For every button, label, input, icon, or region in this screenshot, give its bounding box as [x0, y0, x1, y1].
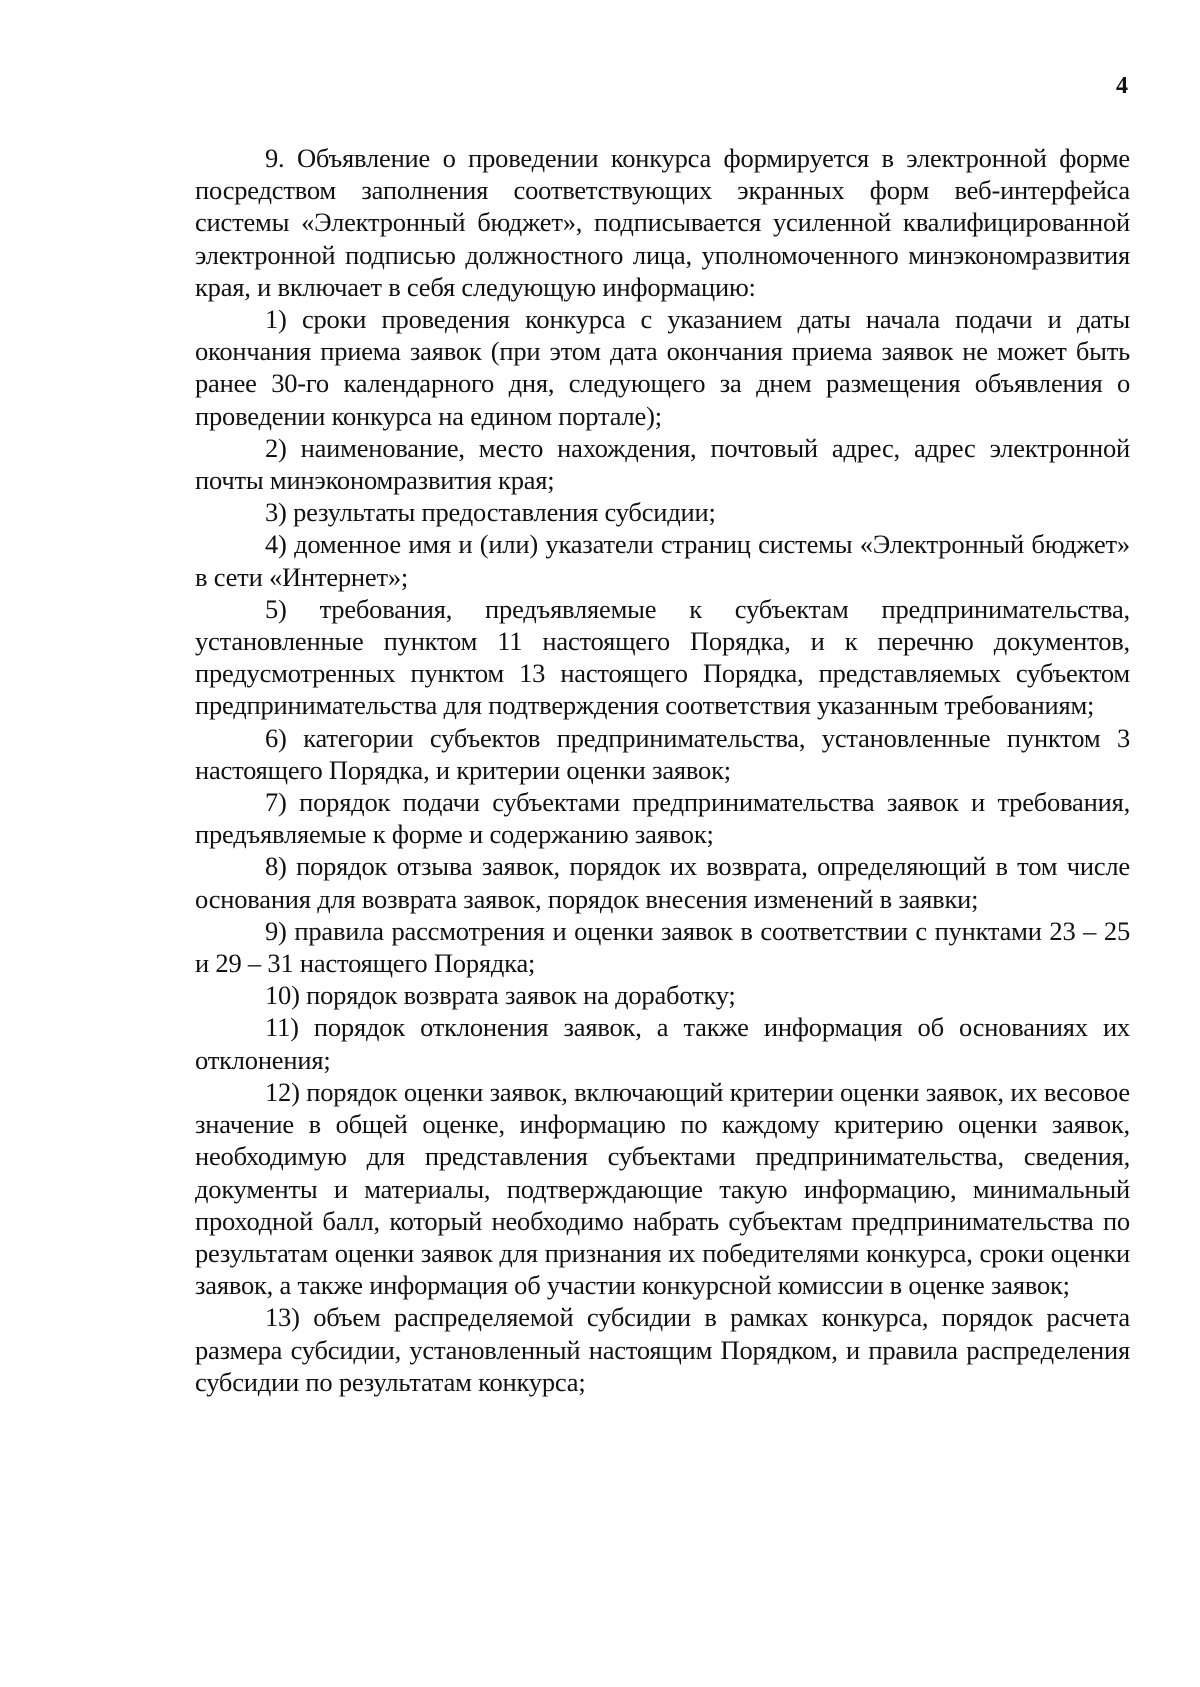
list-item-6: 6) категории субъектов предпринимательства, установленные пунктом 3 настоящего Порядка, и критерии оценки заявок;	[195, 722, 1130, 785]
list-item-3: 3) результаты предоставления субсидии;	[265, 497, 716, 528]
list-item-7: 7) порядок подачи субъектами предпринимательства заявок и требования, предъявляемые к форме и содержанию заявок;	[195, 787, 1130, 850]
paragraph-9: 9. Объявление о проведении конкурса формируется в электронной форме посредством заполнения соответствующих экранных форм веб-интерфейса системы «Электронный бюджет», подписывается усиленной квалифицированной электронной подписью должностного лица, уполномоченного минэкономразвития края, и включает в себя следующую информацию:	[195, 143, 1130, 302]
list-item-11: 11) порядок отклонения заявок, а также информация об основаниях их отклонения;	[195, 1012, 1130, 1075]
list-item-1: 1) сроки проведения конкурса с указанием даты начала подачи и даты окончания приема заявок (при этом дата окончания приема заявок не может быть ранее 30-го календарного дня, следующего за днем размещения объявления о проведении конкурса на едином портале);	[195, 304, 1130, 431]
list-item-2: 2) наименование, место нахождения, почтовый адрес, адрес электронной почты минэкономразвития края;	[195, 432, 1130, 496]
page-number: 4	[1116, 73, 1128, 99]
document-body	[195, 142, 1130, 1398]
list-item-5: 5) требования, предъявляемые к субъектам предпринимательства, установленные пунктом 11 настоящего Порядка, и к перечню документов, предусмотренных пунктом 13 настоящего Порядка, представляемых субъектом предпринимательства для подтверждения соответствия указанным требованиям;	[195, 593, 1130, 721]
list-item-9: 9) правила рассмотрения и оценки заявок в соответствии с пунктами 23 – 25 и 29 – 31 настоящего Порядка;	[195, 915, 1130, 979]
list-item-13: 13) объем распределяемой субсидии в рамках конкурса, порядок расчета размера субсидии, установленный настоящим Порядком, и правила распределения субсидии по результатам конкурса;	[195, 1302, 1130, 1397]
list-item-12: 12) порядок оценки заявок, включающий критерии оценки заявок, их весовое значение в общей оценке, информацию по каждому критерию оценки заявок, необходимую для представления субъектами предпринимательства, сведения, документы и материалы, подтверждающие такую информацию, минимальный проходной балл, который необходимо набрать субъектам предпринимательства по результатам оценки заявок для признания их победителями конкурса, сроки оценки заявок, а также информация об участии конкурсной комиссии в оценке заявок;	[195, 1076, 1130, 1301]
list-item-4: 4) доменное имя и (или) указатели страниц системы «Электронный бюджет» в сети «Интернет»;	[195, 529, 1130, 592]
list-item-10: 10) порядок возврата заявок на доработку;	[265, 980, 736, 1011]
list-item-8: 8) порядок отзыва заявок, порядок их возврата, определяющий в том числе основания для возврата заявок, порядок внесения изменений в заявки;	[195, 851, 1130, 914]
